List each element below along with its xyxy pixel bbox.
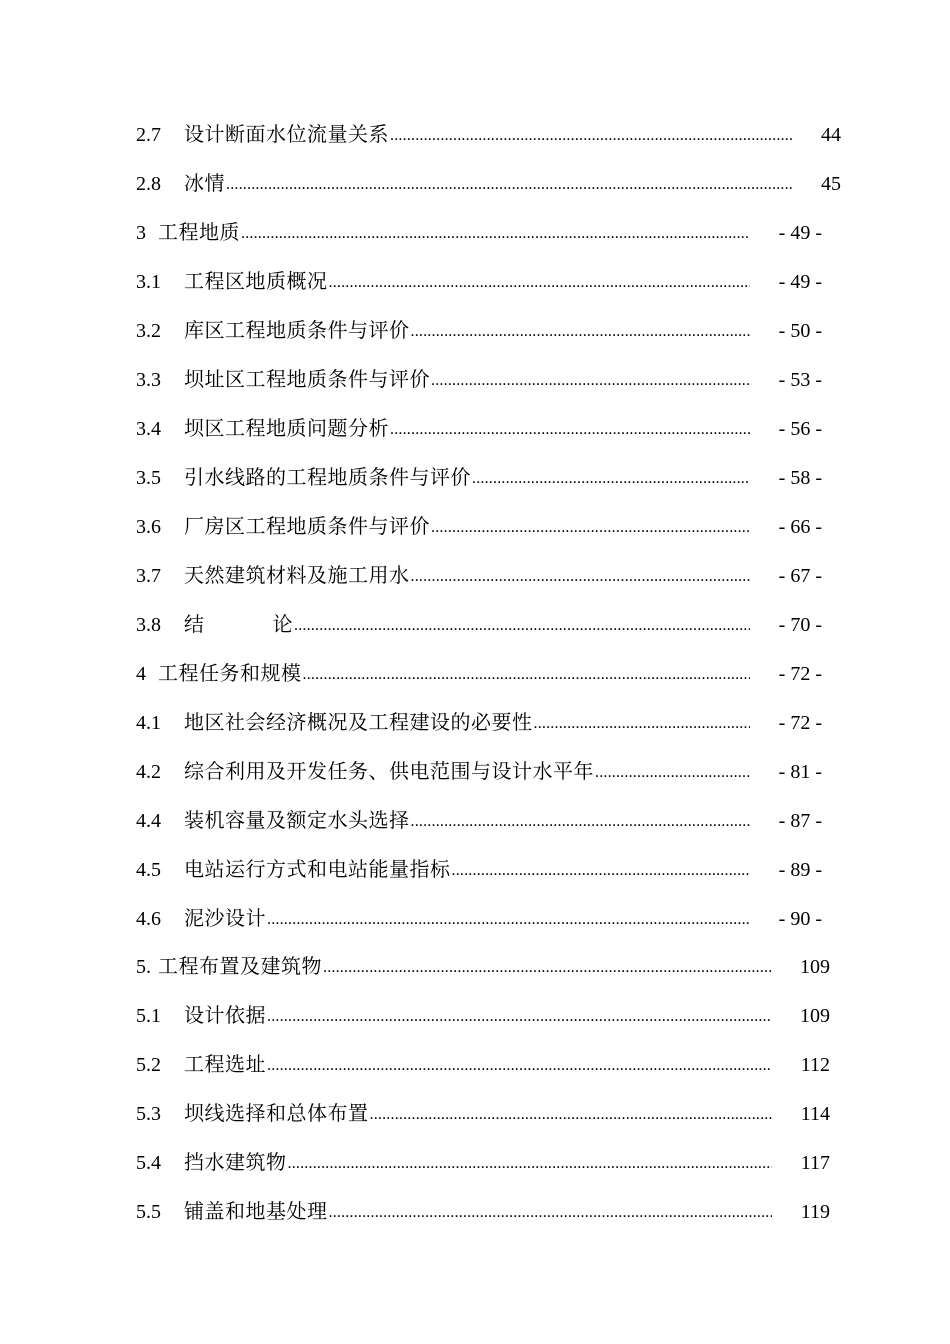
dot-leader [323,952,772,982]
toc-entry-number: 3.8 [136,614,161,636]
toc-entry-page: - 89 - [778,859,822,881]
toc-entry-page: - 58 - [778,467,822,489]
dot-leader [370,1099,773,1129]
dot-leader [595,757,750,787]
toc-entry[interactable] [136,610,822,640]
toc-entry-title: 设计断面水位流量关系 [184,124,389,146]
toc-entry-page: - 90 - [778,908,822,930]
toc-entry-number: 5.4 [136,1152,161,1174]
dot-leader [329,1197,773,1227]
toc-entry-title-part: 结 [184,614,205,636]
toc-entry-title: 引水线路的工程地质条件与评价 [184,467,471,489]
toc-entry-title: 设计依据 [184,1005,266,1027]
toc-entry-page: - 53 - [778,369,822,391]
toc-entry-page: - 72 - [778,712,822,734]
dot-leader [241,218,750,248]
toc-entry-title: 天然建筑材料及施工用水 [184,565,410,587]
toc-entry-number: 3 [136,222,146,244]
toc-entry[interactable] [136,414,822,444]
toc-entry[interactable] [136,1001,830,1031]
toc-entry-number: 3.4 [136,418,161,440]
toc-entry[interactable] [136,365,822,395]
dot-leader [267,1001,772,1031]
toc-entry[interactable] [136,1197,830,1227]
toc-entry[interactable] [136,1099,830,1129]
dot-leader [534,708,751,738]
toc-entry[interactable] [136,757,822,787]
toc-entry-title: 厂房区工程地质条件与评价 [184,516,430,538]
toc-entry[interactable] [136,708,822,738]
toc-entry-page: - 67 - [778,565,822,587]
toc-entry-number: 4.5 [136,859,161,881]
dot-leader [226,169,793,199]
toc-entry-title: 坝区工程地质问题分析 [184,418,389,440]
toc-entry-number: 3.2 [136,320,161,342]
toc-entry-page: 112 [800,1054,830,1076]
toc-entry-page: - 50 - [778,320,822,342]
toc-entry[interactable] [136,1148,830,1178]
dot-leader [390,120,793,150]
dot-leader [452,855,751,885]
toc-entry-title: 装机容量及额定水头选择 [184,810,410,832]
toc-entry-title: 泥沙设计 [184,908,266,930]
toc-entry[interactable] [136,806,822,836]
toc-entry-title: 挡水建筑物 [184,1152,287,1174]
dot-leader [329,267,751,297]
dot-leader [390,414,750,444]
toc-entry-title: 工程任务和规模 [158,663,302,685]
toc-entry[interactable] [136,855,822,885]
toc-entry[interactable] [136,267,822,297]
toc-entry-number: 3.7 [136,565,161,587]
toc-entry-title: 地区社会经济概况及工程建设的必要性 [184,712,533,734]
toc-entry-title: 工程布置及建筑物 [158,956,322,978]
toc-entry-page: - 56 - [778,418,822,440]
dot-leader [431,365,750,395]
toc-entry-page: - 72 - [778,663,822,685]
toc-entry-page: 109 [800,956,830,978]
toc-entry[interactable] [136,952,830,982]
toc-entry-number: 2.7 [136,124,161,146]
toc-entry-number: 2.8 [136,173,161,195]
toc-entry[interactable] [136,120,841,150]
toc-entry-number: 5. [136,956,151,978]
toc-entry-number: 4.4 [136,810,161,832]
toc-entry[interactable] [136,512,822,542]
toc-entry-page: - 87 - [778,810,822,832]
toc-entry-page: - 49 - [778,271,822,293]
toc-entry-title: 工程选址 [184,1054,266,1076]
toc-entry-title [184,610,293,640]
toc-entry-page: 117 [800,1152,830,1174]
toc-entry-title: 综合利用及开发任务、供电范围与设计水平年 [184,761,594,783]
toc-entry-number: 3.3 [136,369,161,391]
toc-entry-page: 109 [800,1005,830,1027]
toc-entry[interactable] [136,904,822,934]
toc-entry-title: 工程地质 [158,222,240,244]
dot-leader [431,512,750,542]
toc-entry[interactable] [136,218,822,248]
toc-entry-title-part: 论 [272,614,293,636]
toc-entry-page: 114 [800,1103,830,1125]
toc-entry-page: - 49 - [778,222,822,244]
toc-entry-number: 4.1 [136,712,161,734]
toc-entry-title: 工程区地质概况 [184,271,328,293]
toc-entry-number: 3.5 [136,467,161,489]
dot-leader [411,316,751,346]
dot-leader [288,1148,773,1178]
toc-entry-title: 坝址区工程地质条件与评价 [184,369,430,391]
dot-leader [267,1050,772,1080]
toc-entry-page: - 81 - [778,761,822,783]
toc-entry-number: 3.1 [136,271,161,293]
toc-entry[interactable] [136,1050,830,1080]
toc-entry-title: 铺盖和地基处理 [184,1201,328,1223]
dot-leader [472,463,750,493]
toc-entry-title: 坝线选择和总体布置 [184,1103,369,1125]
toc-entry-page: 45 [821,173,841,195]
toc-entry-number: 5.3 [136,1103,161,1125]
toc-entry-title: 冰情 [184,173,225,195]
toc-entry-number: 3.6 [136,516,161,538]
dot-leader [303,659,751,689]
toc-entry-number: 4 [136,663,146,685]
toc-entry-title: 电站运行方式和电站能量指标 [184,859,451,881]
toc-entry-page: - 66 - [778,516,822,538]
toc-entry-number: 5.2 [136,1054,161,1076]
toc-entry-number: 4.6 [136,908,161,930]
toc-entry[interactable] [136,316,822,346]
toc-entry[interactable] [136,561,822,591]
dot-leader [411,806,751,836]
toc-entry-number: 4.2 [136,761,161,783]
toc-entry-number: 5.5 [136,1201,161,1223]
toc-entry-page: 44 [821,124,841,146]
toc-entry[interactable] [136,169,841,199]
dot-leader [294,610,750,640]
toc-entry[interactable] [136,463,822,493]
toc-entry-number: 5.1 [136,1005,161,1027]
toc-entry-title: 库区工程地质条件与评价 [184,320,410,342]
toc-entry-page: - 70 - [778,614,822,636]
toc-entry-page: 119 [800,1201,830,1223]
toc-entry[interactable] [136,659,822,689]
dot-leader [267,904,750,934]
dot-leader [411,561,751,591]
